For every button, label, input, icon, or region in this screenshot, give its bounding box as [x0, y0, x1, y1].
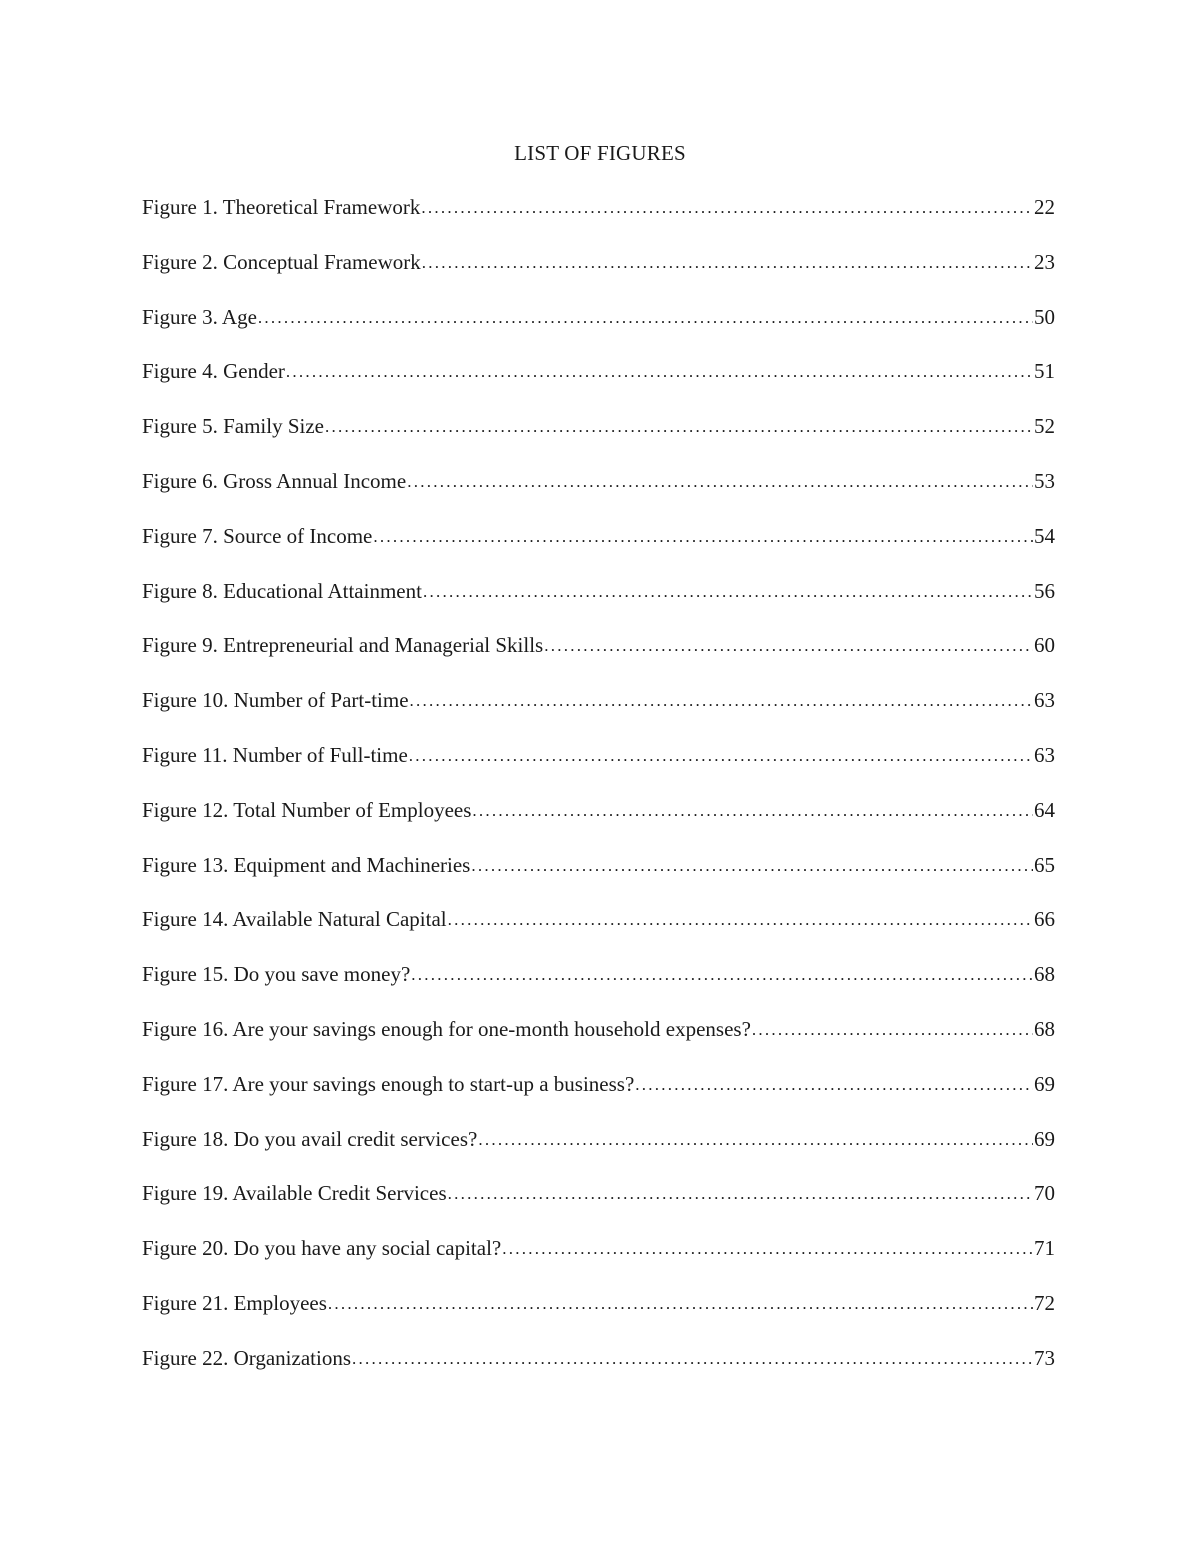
figure-entry-label: Figure 16. Are your savings enough for one-month household expenses?: [142, 1016, 751, 1041]
dot-leader: [448, 1184, 1033, 1204]
figure-entry-page-number: 69: [1034, 1126, 1055, 1151]
dot-leader: [472, 801, 1033, 821]
figure-entry-page-number: 64: [1034, 797, 1055, 822]
figure-entry: [142, 743, 1055, 798]
dot-leader: [410, 691, 1033, 711]
dot-leader: [544, 636, 1033, 656]
page-title: LIST OF FIGURES: [514, 141, 686, 165]
figure-entry-page-number: 50: [1034, 304, 1055, 329]
figure-entry-page-number: 51: [1034, 359, 1055, 384]
figure-entry-label: Figure 20. Do you have any social capital?: [142, 1236, 502, 1261]
figure-entry-page-number: 56: [1034, 578, 1055, 603]
figure-entry-page-number: 52: [1034, 414, 1055, 439]
figure-entry-label: Figure 12. Total Number of Employees: [142, 797, 472, 822]
figure-entry: [142, 1291, 1055, 1346]
dot-leader: [635, 1075, 1033, 1095]
dot-leader: [448, 910, 1033, 930]
figure-entry: [142, 305, 1055, 360]
figure-list: [142, 195, 1055, 1401]
figure-entry: [142, 359, 1055, 414]
figure-entry-page-number: 73: [1034, 1345, 1055, 1370]
dot-leader: [352, 1349, 1033, 1369]
figure-entry-page-number: 72: [1034, 1290, 1055, 1315]
figure-entry-page-number: 68: [1034, 1016, 1055, 1041]
figure-entry: [142, 414, 1055, 469]
figure-entry-page-number: 63: [1034, 688, 1055, 713]
dot-leader: [325, 417, 1033, 437]
figure-entry-label: Figure 2. Conceptual Framework: [142, 249, 421, 274]
dot-leader: [423, 582, 1033, 602]
figure-entry-page-number: 69: [1034, 1071, 1055, 1096]
figure-entry-page-number: 63: [1034, 742, 1055, 767]
figure-entry-page-number: 65: [1034, 852, 1055, 877]
figure-entry: [142, 1127, 1055, 1182]
figure-entry-label: Figure 4. Gender: [142, 359, 285, 384]
dot-leader: [478, 1130, 1033, 1150]
figure-entry-page-number: 71: [1034, 1236, 1055, 1261]
figure-entry-label: Figure 5. Family Size: [142, 414, 324, 439]
dot-leader: [409, 746, 1033, 766]
figure-entry-label: Figure 9. Entrepreneurial and Managerial Skills: [142, 633, 544, 658]
figure-entry-page-number: 70: [1034, 1181, 1055, 1206]
figure-entry-label: Figure 15. Do you save money?: [142, 962, 411, 987]
figure-entry: [142, 907, 1055, 962]
figure-entry: [142, 633, 1055, 688]
figure-entry: [142, 853, 1055, 908]
figure-entry-label: Figure 6. Gross Annual Income: [142, 468, 407, 493]
dot-leader: [411, 965, 1033, 985]
figure-entry-label: Figure 19. Available Credit Services: [142, 1181, 447, 1206]
figure-entry-label: Figure 13. Equipment and Machineries: [142, 852, 471, 877]
figure-entry-page-number: 22: [1034, 195, 1055, 219]
figure-entry: [142, 1017, 1055, 1072]
figure-entry: [142, 195, 1055, 250]
figure-entry-page-number: 53: [1034, 468, 1055, 493]
figure-entry-page-number: 54: [1034, 523, 1055, 548]
figure-entry-page-number: 66: [1034, 907, 1055, 932]
figure-entry-label: Figure 1. Theoretical Framework: [142, 195, 421, 219]
figure-entry-label: Figure 18. Do you avail credit services?: [142, 1126, 478, 1151]
dot-leader: [258, 308, 1033, 328]
dot-leader: [421, 198, 1033, 218]
figure-entry: [142, 1072, 1055, 1127]
dot-leader: [286, 362, 1033, 382]
figure-entry-page-number: 60: [1034, 633, 1055, 658]
figure-entry: [142, 962, 1055, 1017]
dot-leader: [752, 1020, 1033, 1040]
dot-leader: [328, 1294, 1033, 1314]
figure-entry-label: Figure 8. Educational Attainment: [142, 578, 422, 603]
figure-entry-page-number: 68: [1034, 962, 1055, 987]
figure-entry-label: Figure 22. Organizations: [142, 1345, 351, 1370]
figure-entry: [142, 250, 1055, 305]
figure-entry-label: Figure 21. Employees: [142, 1290, 327, 1315]
figure-entry-label: Figure 17. Are your savings enough to start-up a business?: [142, 1071, 635, 1096]
dot-leader: [502, 1239, 1033, 1259]
figure-entry-page-number: 23: [1034, 249, 1055, 274]
figure-entry-label: Figure 10. Number of Part-time: [142, 688, 409, 713]
figure-entry-label: Figure 11. Number of Full-time: [142, 742, 408, 767]
figure-entry: [142, 688, 1055, 743]
dot-leader: [471, 856, 1033, 876]
figure-entry: [142, 579, 1055, 634]
figure-entry: [142, 1236, 1055, 1291]
figure-entry: [142, 469, 1055, 524]
figure-entry: [142, 524, 1055, 579]
figure-entry: [142, 1181, 1055, 1236]
dot-leader: [407, 472, 1033, 492]
figure-entry: [142, 1346, 1055, 1401]
figure-entry-label: Figure 14. Available Natural Capital: [142, 907, 447, 932]
dot-leader: [422, 253, 1033, 273]
figure-entry-label: Figure 7. Source of Income: [142, 523, 373, 548]
figure-entry-label: Figure 3. Age: [142, 304, 257, 329]
figure-entry: [142, 798, 1055, 853]
dot-leader: [373, 527, 1033, 547]
